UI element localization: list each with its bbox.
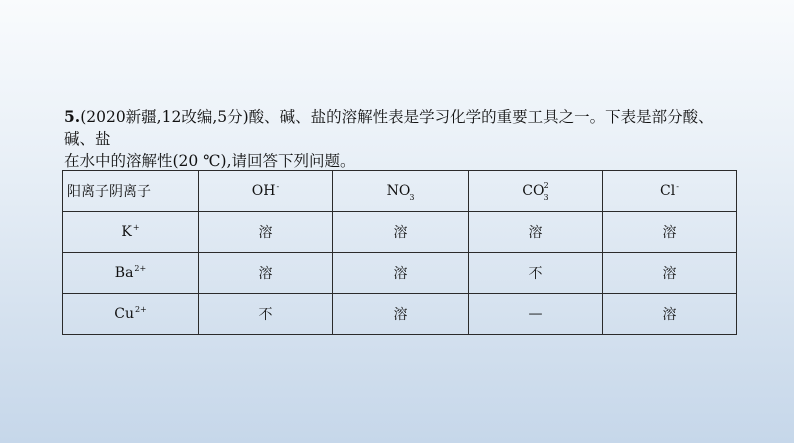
cation-k: K+	[63, 212, 199, 253]
table-cell: —	[469, 294, 603, 335]
anion-header-oh: OH-	[199, 171, 333, 212]
table-row	[63, 253, 737, 294]
table-cell: 溶	[333, 294, 469, 335]
table-row	[63, 294, 737, 335]
question-line-2: 在水中的溶解性(20 ℃),请回答下列问题。	[64, 152, 356, 170]
table-cell: 溶	[199, 212, 333, 253]
table-cell: 不	[469, 253, 603, 294]
table-cell: 溶	[603, 253, 737, 294]
table-cell: 溶	[469, 212, 603, 253]
question-number: 5.	[64, 107, 81, 126]
question-text	[64, 106, 744, 172]
table-cell: 不	[199, 294, 333, 335]
table-cell: 溶	[333, 253, 469, 294]
anion-header-no3: $NO_3$	[333, 171, 469, 212]
corner-header: 阳离子阴离子	[63, 171, 199, 212]
table-cell: 溶	[603, 212, 737, 253]
cation-cu: $Cu^{2+}$	[63, 294, 199, 335]
anion-header-cl: Cl-	[603, 171, 737, 212]
table-cell: 溶	[199, 253, 333, 294]
question-line-1: (2020新疆,12改编,5分)酸、碱、盐的溶解性表是学习化学的重要工具之一。下表是部分酸、碱、盐	[64, 108, 714, 148]
table-cell: 溶	[603, 294, 737, 335]
solubility-table	[62, 170, 737, 335]
table-row	[63, 212, 737, 253]
cation-ba: $Ba^{2+}$	[63, 253, 199, 294]
anion-header-co3: $CO_3^2$	[469, 171, 603, 212]
table-cell: 溶	[333, 212, 469, 253]
table-header-row	[63, 171, 737, 212]
